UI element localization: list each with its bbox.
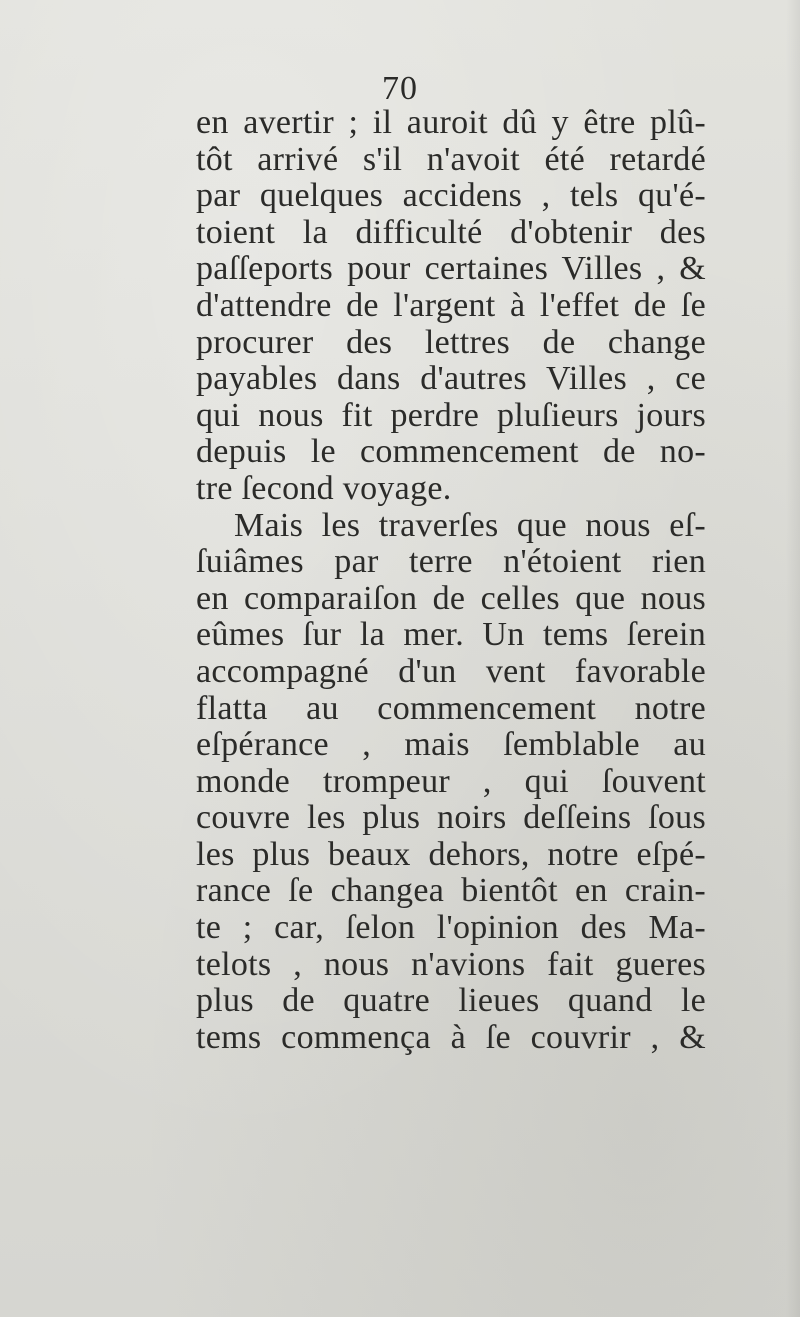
text-line: flatta au commencement notre: [196, 689, 706, 727]
text-line: couvre les plus noirs deſſeins ſous: [196, 799, 706, 837]
text-line: eûmes ſur la mer. Un tems ſerein: [196, 616, 706, 654]
text-line: paſſeports pour certaines Villes , &: [196, 250, 706, 288]
text-line: en comparaiſon de celles que nous: [196, 579, 706, 617]
text-line: te ; car, ſelon l'opinion des Ma-: [196, 909, 706, 947]
paragraph-start-line: Mais les traverſes que nous eſ-: [234, 506, 706, 544]
text-line: par quelques accidens , tels qu'é-: [196, 177, 706, 215]
text-line: plus de quatre lieues quand le: [196, 982, 706, 1020]
text-line: depuis le commencement de no-: [196, 433, 706, 471]
text-line: monde trompeur , qui ſouvent: [196, 762, 706, 800]
body-text: [196, 105, 706, 1056]
page-number: 70: [382, 70, 418, 107]
text-line: tôt arrivé s'il n'avoit été retardé: [196, 140, 706, 178]
text-line: ſuiâmes par terre n'étoient rien: [196, 543, 706, 581]
text-line: tems commença à ſe couvrir , &: [196, 1018, 706, 1056]
page-edge-shadow: [786, 0, 800, 1317]
text-line: eſpérance , mais ſemblable au: [196, 726, 706, 764]
text-line: accompagné d'un vent favorable: [196, 652, 706, 690]
text-line: payables dans d'autres Villes , ce: [196, 360, 706, 398]
text-line: qui nous fit perdre pluſieurs jours: [196, 396, 706, 434]
text-line: les plus beaux dehors, notre eſpé-: [196, 835, 706, 873]
paragraph-end-line: tre ſecond voyage.: [196, 469, 452, 507]
text-line: telots , nous n'avions fait gueres: [196, 945, 706, 983]
text-line: toient la difficulté d'obtenir des: [196, 213, 706, 251]
text-line: procurer des lettres de change: [196, 323, 706, 361]
text-line: rance ſe changea bientôt en crain-: [196, 872, 706, 910]
text-line: en avertir ; il auroit dû y être plû-: [196, 104, 706, 141]
text-line: d'attendre de l'argent à l'effet de ſe: [196, 286, 706, 324]
